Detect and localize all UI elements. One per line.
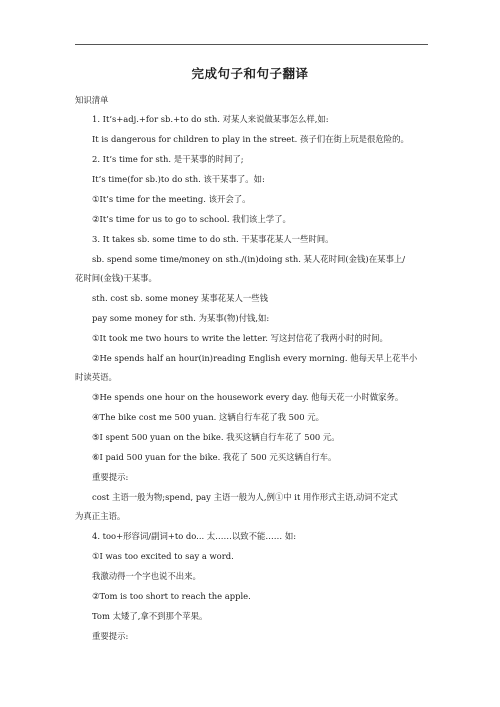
text-line: ①It’s time for the meeting. 该开会了。 (92, 194, 251, 204)
text-line: sb. spend some time/money on sth./(in)doing sth. 某人花时间(金钱)在某事上/ (92, 254, 406, 264)
text-line: pay some money for sth. 为某事(物)付钱,如: (92, 313, 270, 323)
text-line: ④The bike cost me 500 yuan. 这辆自行车花了我 500 元。 (92, 412, 325, 422)
header-rule (75, 44, 428, 45)
text-line: 重要提示: (92, 472, 129, 482)
text-line: ②He spends half an hour(in)reading English every morning. 他每天早上花半小 (92, 353, 418, 363)
text-line: cost 主语一般为物;spend, pay 主语一般为人,例①中 it 用作形式主语,动词不定式 (92, 492, 398, 502)
text-line: ②It’s time for us to go to school. 我们该上学了。 (92, 214, 291, 224)
section-label: 知识清单 (75, 95, 109, 105)
text-line: Tom 太矮了,拿不到那个苹果。 (92, 611, 208, 621)
text-line: 3. It takes sb. some time to do sth. 干某事花某人一些时间。 (92, 234, 334, 244)
text-line: 4. too+形容词/副词+to do... 太……以致不能…… 如: (92, 531, 297, 541)
text-line: 时读英语。 (75, 372, 117, 382)
text-line: ①It took me two hours to write the letter. 写这封信花了我两小时的时间。 (92, 333, 388, 343)
text-line: 1. It’s+adj.+for sb.+to do sth. 对某人来说做某事怎么样,如: (92, 114, 329, 124)
text-line: ③He spends one hour on the housework every day. 他每天花一小时做家务。 (92, 392, 404, 402)
text-line: It’s time(for sb.)to do sth. 该干某事了。如: (92, 174, 265, 184)
text-line: ②Tom is too short to reach the apple. (92, 591, 251, 601)
text-line: ⑤I spent 500 yuan on the bike. 我买这辆自行车花了 500 元。 (92, 432, 340, 442)
text-line: It is dangerous for children to play in the street. 孩子们在街上玩是很危险的。 (92, 134, 409, 144)
text-line: ①I was too excited to say a word. (92, 551, 234, 561)
text-line: sth. cost sb. some money 某事花某人一些钱 (92, 293, 269, 303)
text-line: 我激动得一个字也说不出来。 (92, 571, 201, 581)
text-line: ⑥I paid 500 yuan for the bike. 我花了 500 元买这辆自行车。 (92, 452, 337, 462)
text-line: 重要提示: (92, 631, 129, 641)
text-line: 为真正主语。 (75, 511, 126, 521)
text-line: 2. It’s time for sth. 是干某事的时间了; (92, 154, 244, 164)
document-title: 完成句子和句子翻译 (191, 66, 309, 81)
text-line: 花时间(金钱)干某事。 (75, 273, 157, 283)
